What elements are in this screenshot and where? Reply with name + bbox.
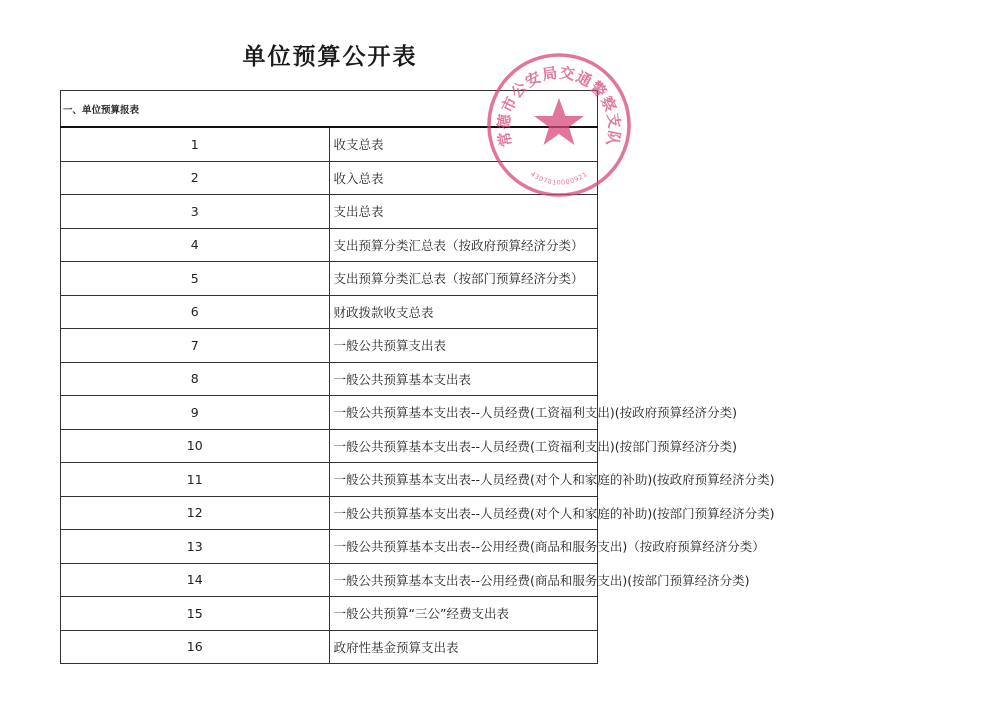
seal-star-icon <box>534 98 584 145</box>
table-row <box>61 262 598 296</box>
row-number: 5 <box>61 262 330 296</box>
report-name: 收支总表 <box>329 127 598 161</box>
table-row <box>61 530 598 564</box>
report-name: 政府性基金预算支出表 <box>329 630 598 664</box>
table-row <box>61 396 598 430</box>
row-number: 14 <box>61 563 330 597</box>
row-number: 10 <box>61 429 330 463</box>
table-row <box>61 597 598 631</box>
seal-text: 常德市公安局交通警察支队 <box>494 63 624 149</box>
row-number: 15 <box>61 597 330 631</box>
row-number: 6 <box>61 295 330 329</box>
report-name: 一般公共预算基本支出表--人员经费(工资福利支出)(按部门预算经济分类) <box>329 429 598 463</box>
row-number: 9 <box>61 396 330 430</box>
page-title: 单位预算公开表 <box>242 44 418 70</box>
table-row <box>61 630 598 664</box>
report-name: 支出总表 <box>329 195 598 229</box>
row-number: 1 <box>61 127 330 161</box>
table-row <box>61 563 598 597</box>
table-row <box>61 463 598 497</box>
report-name: 一般公共预算基本支出表--人员经费(对个人和家庭的补助)(按部门预算经济分类) <box>329 496 598 530</box>
row-number: 11 <box>61 463 330 497</box>
table-row <box>61 228 598 262</box>
section-header: 一、单位预算报表 <box>61 91 598 128</box>
official-seal <box>484 50 634 200</box>
table-row <box>61 295 598 329</box>
row-number: 12 <box>61 496 330 530</box>
report-name: 收入总表 <box>329 161 598 195</box>
row-number: 3 <box>61 195 330 229</box>
report-name: 一般公共预算支出表 <box>329 329 598 363</box>
row-number: 8 <box>61 362 330 396</box>
report-name: 支出预算分类汇总表（按政府预算经济分类） <box>329 228 598 262</box>
table-row <box>61 429 598 463</box>
row-number: 2 <box>61 161 330 195</box>
row-number: 4 <box>61 228 330 262</box>
seal-code: 4307810000921 <box>528 170 590 187</box>
table-row <box>61 362 598 396</box>
row-number: 7 <box>61 329 330 363</box>
table-row <box>61 329 598 363</box>
report-name: 一般公共预算基本支出表 <box>329 362 598 396</box>
report-name: 一般公共预算基本支出表--人员经费(对个人和家庭的补助)(按政府预算经济分类) <box>329 463 598 497</box>
report-name: 财政拨款收支总表 <box>329 295 598 329</box>
row-number: 13 <box>61 530 330 564</box>
table-row <box>61 496 598 530</box>
report-name: 一般公共预算基本支出表--人员经费(工资福利支出)(按政府预算经济分类) <box>329 396 598 430</box>
row-number: 16 <box>61 630 330 664</box>
report-name: 支出预算分类汇总表（按部门预算经济分类） <box>329 262 598 296</box>
report-name: 一般公共预算基本支出表--公用经费(商品和服务支出)（按政府预算经济分类） <box>329 530 598 564</box>
report-name: 一般公共预算“三公”经费支出表 <box>329 597 598 631</box>
report-name: 一般公共预算基本支出表--公用经费(商品和服务支出)(按部门预算经济分类) <box>329 563 598 597</box>
